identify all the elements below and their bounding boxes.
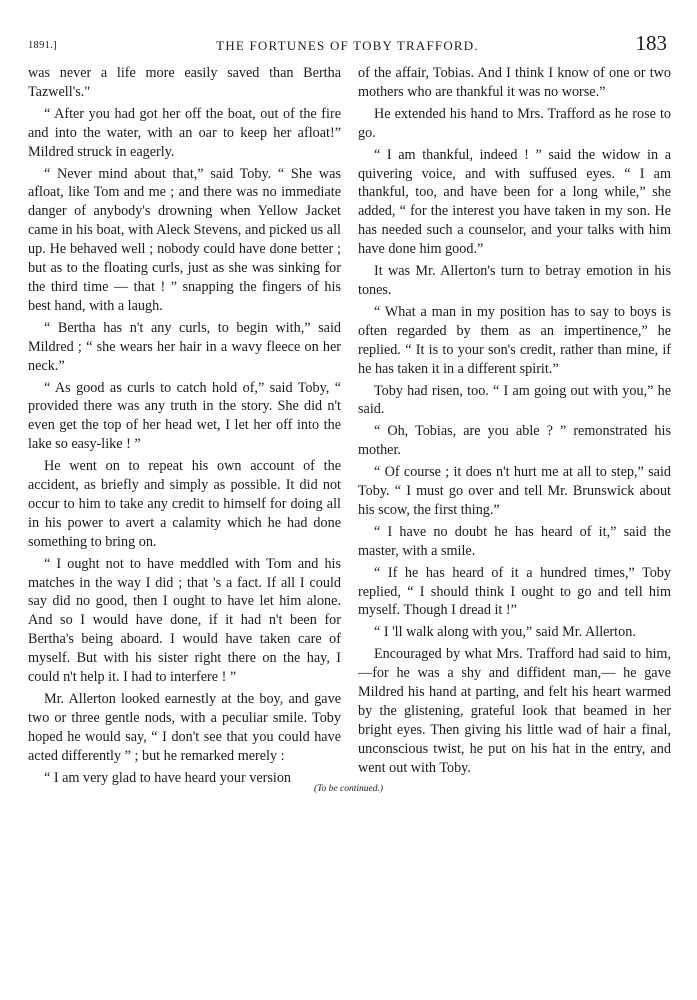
paragraph: Toby had risen, too. “ I am going out with you,” he said. [358, 382, 671, 418]
text-columns [28, 64, 671, 786]
blank-lower-margin [0, 800, 697, 1000]
paragraph: “ I am very glad to have heard your version [44, 769, 292, 786]
paragraph: “ Oh, Tobias, are you able ? ” remonstrated his mother. [358, 423, 671, 459]
issue-date: 1891.] [28, 40, 57, 51]
paragraph: “ What a man in my position has to say to boys is often regarded by them as an impertinence,” he replied. “ It is to your son's credit, rather than mine, if he has taken it in a different spirit.” [358, 303, 671, 377]
paragraph: It was Mr. Allerton's turn to betray emotion in his tones. [358, 263, 671, 298]
paragraph: “ As good as curls to catch hold of,” said Toby, “ provided there was any truth in the story. She did n't even get the top of her head wet, I let her off into the lake so easy-like ! ” [28, 379, 341, 453]
right-column [358, 64, 671, 778]
paragraph: “ If he has heard of it a hundred times,” Toby replied, “ I should think I ought to go and tell him myself. Though I dread it !” [358, 564, 671, 619]
paragraph: “ I am thankful, indeed ! ” said the widow in a quivering voice, and with suffused eyes. “ I am thankful, too, and have been for a long while,” she added, “ for the interest you have taken in my son. He has needed such a counselor, and your talks with him have done him good.” [358, 146, 671, 258]
paragraph: was never a life more easily saved than Bertha Tazwell's." [28, 65, 341, 100]
paragraph: “ Never mind about that,” said Toby. “ She was afloat, like Tom and me ; and there was no immediate danger of anybody's drowning when Yellow Jacket came in his boat, with Aleck Stevens, and picked us all up. He behaved well ; nobody could have done better ; but as to the floating curls, just as she was sinking for the third time — that ! ” snapping the fingers of his best hand, with a laugh. [28, 165, 341, 314]
paragraph: “ Of course ; it does n't hurt me at all to step,” said Toby. “ I must go over and tell Mr. Brunswick about his scow, the first thing.” [358, 464, 671, 518]
page-number: 183 [635, 31, 667, 55]
paragraph: He went on to repeat his own account of the accident, as briefly and simply as possible. It did not occur to him to take any credit to himself for doing all in his power to avert a calamity which he had done something to bring on. [28, 458, 341, 550]
paragraph: Encouraged by what Mrs. Trafford had said to him,—for he was a shy and diffident man,— he gave Mildred his hand at parting, and felt his heart warmed by the glistening, grateful look that beamed in her bright eyes. Then giving his little wad of hair a final, unconscious twist, he put on his hat in the entry, and went out with Toby. [358, 646, 671, 776]
running-header [28, 30, 667, 60]
paragraph: “ I 'll walk along with you,” said Mr. Allerton. [374, 624, 636, 641]
running-title: THE FORTUNES OF TOBY TRAFFORD. [216, 38, 479, 53]
paragraph: of the affair, Tobias. And I think I know of one or two mothers who are thankful it was no worse.” [358, 65, 671, 100]
paragraph: He extended his hand to Mrs. Trafford as he rose to go. [358, 105, 671, 141]
continued-note: (To be continued.) [313, 784, 384, 794]
paragraph: “ Bertha has n't any curls, to begin with,” said Mildred ; “ she wears her hair in a wavy fleece on her neck.” [28, 319, 341, 374]
paragraph: Mr. Allerton looked earnestly at the boy, and gave two or three gentle nods, with a peculiar smile. Toby hoped he would say, “ I don't see that you could have acted differently ” ; but he remarked merely : [28, 691, 341, 764]
paragraph: “ I ought not to have meddled with Tom and his matches in the way I did ; that 's a fact. If all I could say did no good, then I ought to have let him alone. And so I would have done, if it had n't been for Bertha's being aboard. I would have taken care of myself. But with his sister right there on the hay, I could n't help it. I had to interfere ! ” [28, 555, 341, 686]
paragraph: “ I have no doubt he has heard of it,” said the master, with a smile. [358, 523, 671, 559]
paragraph: “ After you had got her off the boat, out of the fire and into the water, with an oar to keep her afloat!” Mildred struck in eagerly. [28, 105, 341, 160]
left-column [28, 64, 341, 788]
